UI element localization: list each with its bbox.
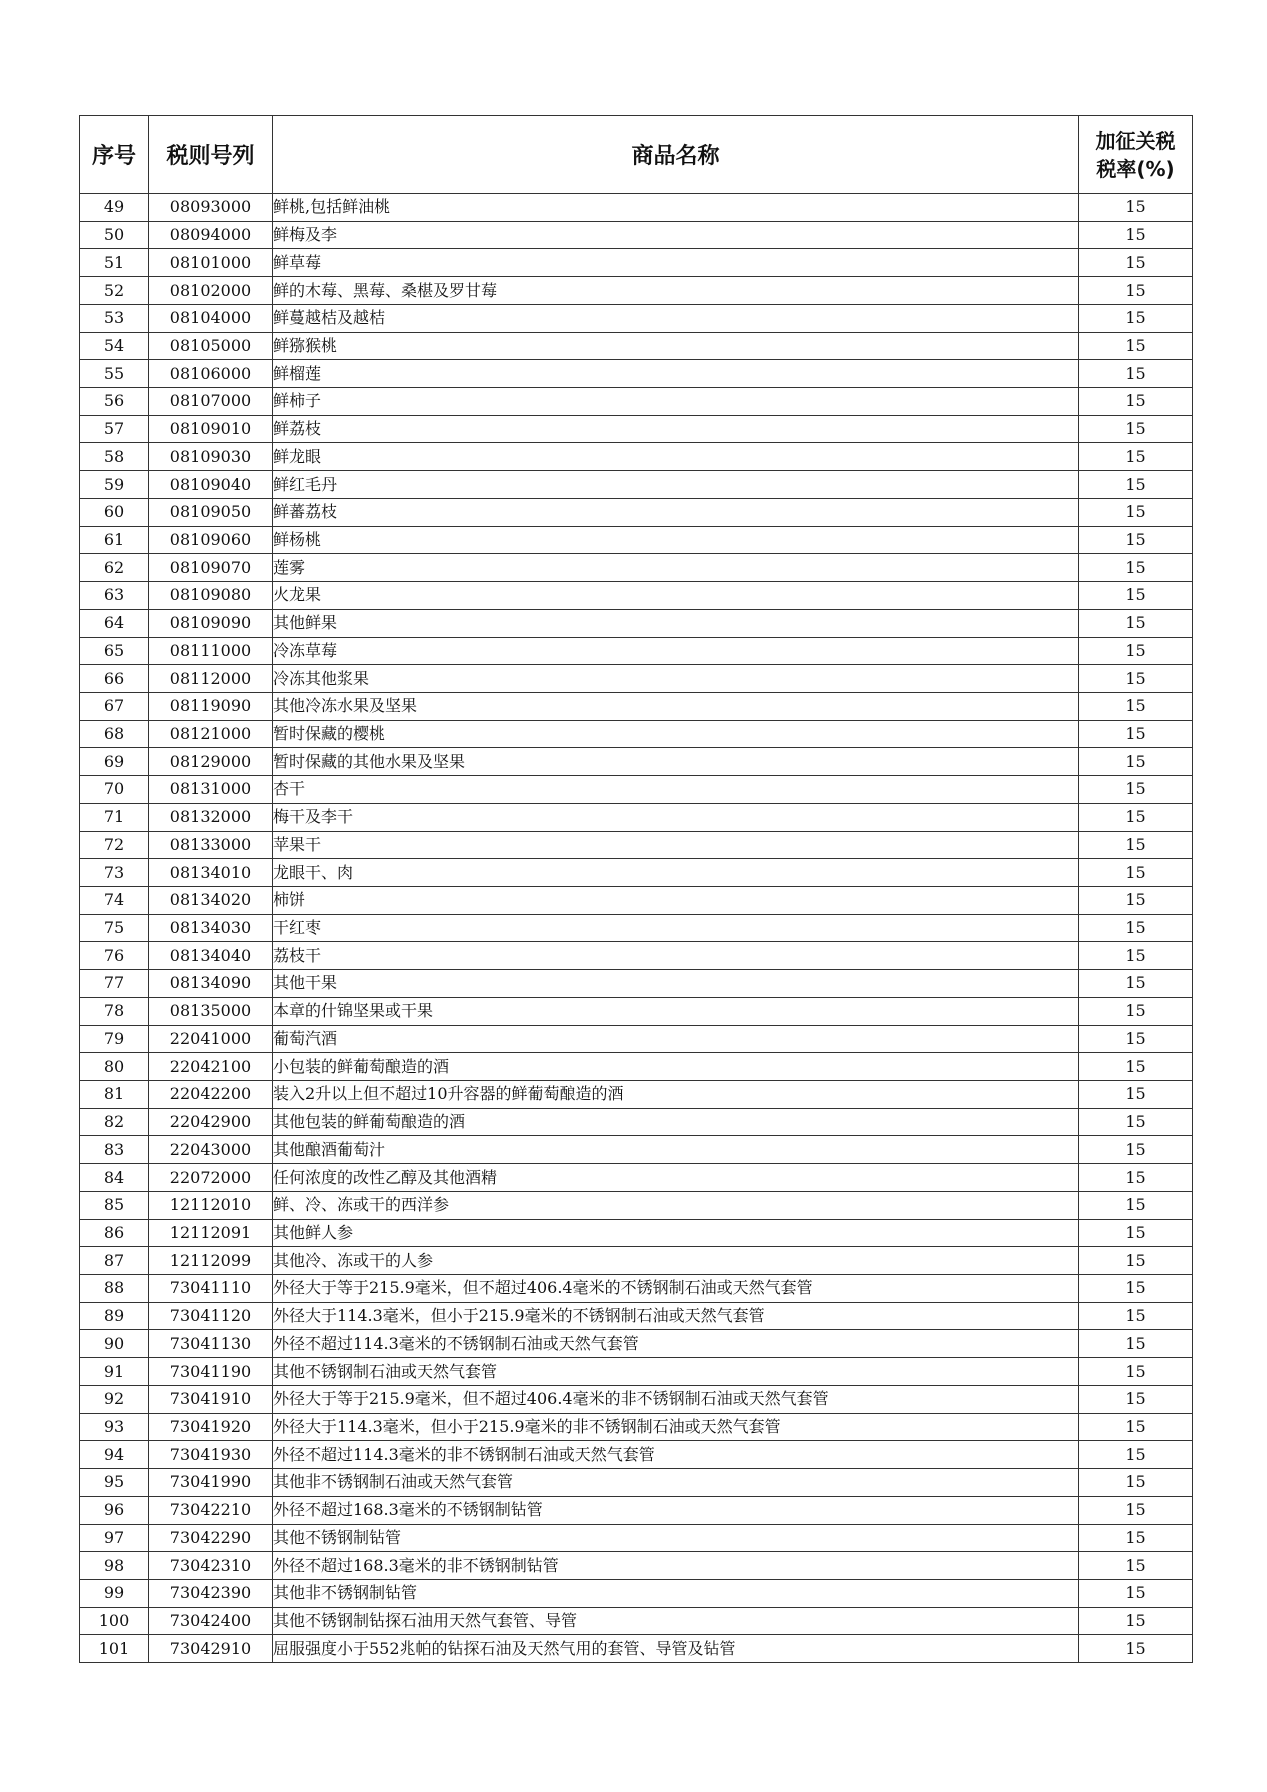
row-code: 73042210 bbox=[149, 1496, 273, 1524]
row-code: 08102000 bbox=[149, 277, 273, 305]
table-row bbox=[80, 498, 1193, 526]
row-seq: 84 bbox=[80, 1164, 149, 1192]
row-code: 12112010 bbox=[149, 1191, 273, 1219]
row-code: 12112099 bbox=[149, 1247, 273, 1275]
row-rate: 15 bbox=[1079, 388, 1193, 416]
row-rate: 15 bbox=[1079, 360, 1193, 388]
row-seq: 89 bbox=[80, 1302, 149, 1330]
row-rate: 15 bbox=[1079, 332, 1193, 360]
row-rate: 15 bbox=[1079, 970, 1193, 998]
row-name: 其他干果 bbox=[273, 970, 1079, 998]
row-name: 干红枣 bbox=[273, 914, 1079, 942]
row-seq: 92 bbox=[80, 1385, 149, 1413]
row-name: 火龙果 bbox=[273, 582, 1079, 610]
row-code: 22041000 bbox=[149, 1025, 273, 1053]
row-seq: 80 bbox=[80, 1053, 149, 1081]
row-seq: 87 bbox=[80, 1247, 149, 1275]
row-seq: 97 bbox=[80, 1524, 149, 1552]
row-seq: 62 bbox=[80, 554, 149, 582]
row-name: 鲜、冷、冻或干的西洋参 bbox=[273, 1191, 1079, 1219]
table-row bbox=[80, 304, 1193, 332]
header-row bbox=[80, 116, 1193, 194]
row-seq: 86 bbox=[80, 1219, 149, 1247]
row-seq: 49 bbox=[80, 194, 149, 222]
table-row bbox=[80, 1607, 1193, 1635]
row-code: 73041990 bbox=[149, 1469, 273, 1497]
row-rate: 15 bbox=[1079, 526, 1193, 554]
row-rate: 15 bbox=[1079, 471, 1193, 499]
row-code: 08134010 bbox=[149, 859, 273, 887]
row-name: 其他酿酒葡萄汁 bbox=[273, 1136, 1079, 1164]
table-row bbox=[80, 692, 1193, 720]
row-code: 08093000 bbox=[149, 194, 273, 222]
table-row bbox=[80, 859, 1193, 887]
row-seq: 96 bbox=[80, 1496, 149, 1524]
header-rate bbox=[1079, 116, 1193, 194]
row-code: 73041920 bbox=[149, 1413, 273, 1441]
row-name: 冷冻草莓 bbox=[273, 637, 1079, 665]
row-name: 鲜龙眼 bbox=[273, 443, 1079, 471]
row-code: 73042400 bbox=[149, 1607, 273, 1635]
row-seq: 81 bbox=[80, 1081, 149, 1109]
row-code: 08109060 bbox=[149, 526, 273, 554]
row-rate: 15 bbox=[1079, 554, 1193, 582]
table-row bbox=[80, 831, 1193, 859]
row-code: 08109030 bbox=[149, 443, 273, 471]
row-code: 08119090 bbox=[149, 692, 273, 720]
row-code: 08101000 bbox=[149, 249, 273, 277]
row-code: 08133000 bbox=[149, 831, 273, 859]
row-seq: 91 bbox=[80, 1358, 149, 1386]
row-seq: 57 bbox=[80, 415, 149, 443]
row-rate: 15 bbox=[1079, 637, 1193, 665]
row-rate: 15 bbox=[1079, 1496, 1193, 1524]
row-rate: 15 bbox=[1079, 1081, 1193, 1109]
row-seq: 64 bbox=[80, 609, 149, 637]
row-name: 本章的什锦坚果或干果 bbox=[273, 997, 1079, 1025]
row-name: 其他非不锈钢制钻管 bbox=[273, 1579, 1079, 1607]
row-seq: 98 bbox=[80, 1552, 149, 1580]
row-rate: 15 bbox=[1079, 1607, 1193, 1635]
row-seq: 100 bbox=[80, 1607, 149, 1635]
row-seq: 76 bbox=[80, 942, 149, 970]
table-row bbox=[80, 1108, 1193, 1136]
row-rate: 15 bbox=[1079, 665, 1193, 693]
row-name: 鲜杨桃 bbox=[273, 526, 1079, 554]
row-name: 龙眼干、肉 bbox=[273, 859, 1079, 887]
row-code: 08106000 bbox=[149, 360, 273, 388]
row-name: 外径不超过114.3毫米的不锈钢制石油或天然气套管 bbox=[273, 1330, 1079, 1358]
row-name: 装入2升以上但不超过10升容器的鲜葡萄酿造的酒 bbox=[273, 1081, 1079, 1109]
row-name: 荔枝干 bbox=[273, 942, 1079, 970]
row-name: 其他不锈钢制钻管 bbox=[273, 1524, 1079, 1552]
row-rate: 15 bbox=[1079, 1136, 1193, 1164]
table-row bbox=[80, 1441, 1193, 1469]
row-code: 22042900 bbox=[149, 1108, 273, 1136]
row-seq: 82 bbox=[80, 1108, 149, 1136]
row-rate: 15 bbox=[1079, 249, 1193, 277]
row-rate: 15 bbox=[1079, 1552, 1193, 1580]
row-seq: 70 bbox=[80, 776, 149, 804]
row-code: 08134040 bbox=[149, 942, 273, 970]
table-row bbox=[80, 1219, 1193, 1247]
header-name: 商品名称 bbox=[273, 116, 1079, 194]
row-seq: 55 bbox=[80, 360, 149, 388]
row-code: 22072000 bbox=[149, 1164, 273, 1192]
row-rate: 15 bbox=[1079, 609, 1193, 637]
table-row bbox=[80, 471, 1193, 499]
table-row bbox=[80, 609, 1193, 637]
row-code: 08111000 bbox=[149, 637, 273, 665]
row-name: 梅干及李干 bbox=[273, 803, 1079, 831]
row-rate: 15 bbox=[1079, 1191, 1193, 1219]
row-rate: 15 bbox=[1079, 1413, 1193, 1441]
table-row bbox=[80, 221, 1193, 249]
row-seq: 75 bbox=[80, 914, 149, 942]
row-code: 73041910 bbox=[149, 1385, 273, 1413]
row-seq: 85 bbox=[80, 1191, 149, 1219]
row-name: 其他鲜果 bbox=[273, 609, 1079, 637]
table-row bbox=[80, 388, 1193, 416]
row-code: 22042200 bbox=[149, 1081, 273, 1109]
row-name: 任何浓度的改性乙醇及其他酒精 bbox=[273, 1164, 1079, 1192]
row-code: 22042100 bbox=[149, 1053, 273, 1081]
table-row bbox=[80, 665, 1193, 693]
row-code: 08109050 bbox=[149, 498, 273, 526]
row-seq: 90 bbox=[80, 1330, 149, 1358]
row-seq: 53 bbox=[80, 304, 149, 332]
table-row bbox=[80, 1635, 1193, 1663]
row-rate: 15 bbox=[1079, 1219, 1193, 1247]
row-rate: 15 bbox=[1079, 1053, 1193, 1081]
row-code: 73041110 bbox=[149, 1275, 273, 1303]
table-row bbox=[80, 332, 1193, 360]
row-name: 其他鲜人参 bbox=[273, 1219, 1079, 1247]
row-code: 73042290 bbox=[149, 1524, 273, 1552]
row-rate: 15 bbox=[1079, 582, 1193, 610]
row-rate: 15 bbox=[1079, 221, 1193, 249]
row-name: 暂时保藏的樱桃 bbox=[273, 720, 1079, 748]
row-code: 08109070 bbox=[149, 554, 273, 582]
row-name: 其他冷冻水果及坚果 bbox=[273, 692, 1079, 720]
row-name: 鲜蕃荔枝 bbox=[273, 498, 1079, 526]
row-rate: 15 bbox=[1079, 886, 1193, 914]
row-rate: 15 bbox=[1079, 692, 1193, 720]
row-code: 08109080 bbox=[149, 582, 273, 610]
row-rate: 15 bbox=[1079, 720, 1193, 748]
table-row bbox=[80, 1191, 1193, 1219]
row-rate: 15 bbox=[1079, 1247, 1193, 1275]
row-rate: 15 bbox=[1079, 1302, 1193, 1330]
row-rate: 15 bbox=[1079, 1385, 1193, 1413]
row-rate: 15 bbox=[1079, 1441, 1193, 1469]
row-name: 鲜猕猴桃 bbox=[273, 332, 1079, 360]
row-seq: 67 bbox=[80, 692, 149, 720]
row-name: 小包装的鲜葡萄酿造的酒 bbox=[273, 1053, 1079, 1081]
row-seq: 68 bbox=[80, 720, 149, 748]
row-seq: 93 bbox=[80, 1413, 149, 1441]
row-name: 其他冷、冻或干的人参 bbox=[273, 1247, 1079, 1275]
row-code: 73042910 bbox=[149, 1635, 273, 1663]
row-name: 外径不超过168.3毫米的不锈钢制钻管 bbox=[273, 1496, 1079, 1524]
row-seq: 94 bbox=[80, 1441, 149, 1469]
table-row bbox=[80, 1136, 1193, 1164]
row-code: 08107000 bbox=[149, 388, 273, 416]
row-seq: 60 bbox=[80, 498, 149, 526]
table-row bbox=[80, 582, 1193, 610]
row-code: 08135000 bbox=[149, 997, 273, 1025]
row-seq: 65 bbox=[80, 637, 149, 665]
row-rate: 15 bbox=[1079, 415, 1193, 443]
row-name: 外径大于等于215.9毫米，但不超过406.4毫米的非不锈钢制石油或天然气套管 bbox=[273, 1385, 1079, 1413]
table-row bbox=[80, 748, 1193, 776]
table-row bbox=[80, 1330, 1193, 1358]
table-row bbox=[80, 970, 1193, 998]
row-name: 外径大于等于215.9毫米，但不超过406.4毫米的不锈钢制石油或天然气套管 bbox=[273, 1275, 1079, 1303]
table-row bbox=[80, 886, 1193, 914]
row-rate: 15 bbox=[1079, 859, 1193, 887]
row-seq: 79 bbox=[80, 1025, 149, 1053]
row-name: 柿饼 bbox=[273, 886, 1079, 914]
row-code: 08134030 bbox=[149, 914, 273, 942]
row-name: 苹果干 bbox=[273, 831, 1079, 859]
row-seq: 74 bbox=[80, 886, 149, 914]
row-code: 73041130 bbox=[149, 1330, 273, 1358]
table-row bbox=[80, 1469, 1193, 1497]
row-name: 莲雾 bbox=[273, 554, 1079, 582]
row-name: 外径大于114.3毫米，但小于215.9毫米的不锈钢制石油或天然气套管 bbox=[273, 1302, 1079, 1330]
table-row bbox=[80, 1385, 1193, 1413]
table-row bbox=[80, 1358, 1193, 1386]
row-name: 鲜红毛丹 bbox=[273, 471, 1079, 499]
row-name: 鲜柿子 bbox=[273, 388, 1079, 416]
row-code: 73042390 bbox=[149, 1579, 273, 1607]
table-body bbox=[80, 194, 1193, 1663]
table-row bbox=[80, 1275, 1193, 1303]
row-code: 08131000 bbox=[149, 776, 273, 804]
row-seq: 83 bbox=[80, 1136, 149, 1164]
row-name: 其他不锈钢制钻探石油用天然气套管、导管 bbox=[273, 1607, 1079, 1635]
header-rate-line2: 税率(%) bbox=[1096, 156, 1175, 181]
row-seq: 50 bbox=[80, 221, 149, 249]
row-name: 暂时保藏的其他水果及坚果 bbox=[273, 748, 1079, 776]
table-row bbox=[80, 277, 1193, 305]
row-code: 08109090 bbox=[149, 609, 273, 637]
row-rate: 15 bbox=[1079, 194, 1193, 222]
row-rate: 15 bbox=[1079, 831, 1193, 859]
row-seq: 63 bbox=[80, 582, 149, 610]
table-row bbox=[80, 1025, 1193, 1053]
row-name: 冷冻其他浆果 bbox=[273, 665, 1079, 693]
table-row bbox=[80, 1081, 1193, 1109]
row-seq: 71 bbox=[80, 803, 149, 831]
table-row bbox=[80, 914, 1193, 942]
row-rate: 15 bbox=[1079, 1330, 1193, 1358]
table-row bbox=[80, 443, 1193, 471]
row-seq: 59 bbox=[80, 471, 149, 499]
row-code: 08105000 bbox=[149, 332, 273, 360]
row-rate: 15 bbox=[1079, 914, 1193, 942]
row-rate: 15 bbox=[1079, 498, 1193, 526]
row-name: 其他包装的鲜葡萄酿造的酒 bbox=[273, 1108, 1079, 1136]
row-name: 鲜荔枝 bbox=[273, 415, 1079, 443]
row-name: 外径大于114.3毫米，但小于215.9毫米的非不锈钢制石油或天然气套管 bbox=[273, 1413, 1079, 1441]
row-seq: 69 bbox=[80, 748, 149, 776]
row-code: 08134020 bbox=[149, 886, 273, 914]
row-name: 葡萄汽酒 bbox=[273, 1025, 1079, 1053]
row-seq: 66 bbox=[80, 665, 149, 693]
row-name: 杏干 bbox=[273, 776, 1079, 804]
table-row bbox=[80, 249, 1193, 277]
row-seq: 88 bbox=[80, 1275, 149, 1303]
row-rate: 15 bbox=[1079, 997, 1193, 1025]
row-code: 73041190 bbox=[149, 1358, 273, 1386]
row-rate: 15 bbox=[1079, 942, 1193, 970]
row-code: 08132000 bbox=[149, 803, 273, 831]
row-code: 73041120 bbox=[149, 1302, 273, 1330]
row-code: 08104000 bbox=[149, 304, 273, 332]
table-row bbox=[80, 1579, 1193, 1607]
table-row bbox=[80, 1552, 1193, 1580]
row-seq: 73 bbox=[80, 859, 149, 887]
row-name: 鲜梅及李 bbox=[273, 221, 1079, 249]
table-row bbox=[80, 1302, 1193, 1330]
table-row bbox=[80, 554, 1193, 582]
row-rate: 15 bbox=[1079, 1358, 1193, 1386]
table-row bbox=[80, 1053, 1193, 1081]
tariff-table bbox=[79, 115, 1193, 1663]
table-row bbox=[80, 997, 1193, 1025]
table-row bbox=[80, 637, 1193, 665]
row-name: 外径不超过114.3毫米的非不锈钢制石油或天然气套管 bbox=[273, 1441, 1079, 1469]
row-code: 22043000 bbox=[149, 1136, 273, 1164]
row-name: 鲜桃,包括鲜油桃 bbox=[273, 194, 1079, 222]
table-row bbox=[80, 942, 1193, 970]
row-code: 08121000 bbox=[149, 720, 273, 748]
row-code: 73041930 bbox=[149, 1441, 273, 1469]
row-name: 鲜草莓 bbox=[273, 249, 1079, 277]
header-rate-line1: 加征关税 bbox=[1095, 128, 1176, 153]
row-rate: 15 bbox=[1079, 1579, 1193, 1607]
table-row bbox=[80, 1413, 1193, 1441]
row-code: 08129000 bbox=[149, 748, 273, 776]
table-row bbox=[80, 776, 1193, 804]
row-name: 屈服强度小于552兆帕的钻探石油及天然气用的套管、导管及钻管 bbox=[273, 1635, 1079, 1663]
row-seq: 101 bbox=[80, 1635, 149, 1663]
table-row bbox=[80, 360, 1193, 388]
table-row bbox=[80, 803, 1193, 831]
row-seq: 58 bbox=[80, 443, 149, 471]
row-name: 鲜蔓越桔及越桔 bbox=[273, 304, 1079, 332]
row-rate: 15 bbox=[1079, 304, 1193, 332]
row-seq: 72 bbox=[80, 831, 149, 859]
row-name: 外径不超过168.3毫米的非不锈钢制钻管 bbox=[273, 1552, 1079, 1580]
row-rate: 15 bbox=[1079, 1164, 1193, 1192]
row-rate: 15 bbox=[1079, 776, 1193, 804]
row-name: 鲜的木莓、黑莓、桑椹及罗甘莓 bbox=[273, 277, 1079, 305]
row-rate: 15 bbox=[1079, 1025, 1193, 1053]
row-rate: 15 bbox=[1079, 748, 1193, 776]
table-row bbox=[80, 1524, 1193, 1552]
row-seq: 77 bbox=[80, 970, 149, 998]
row-code: 12112091 bbox=[149, 1219, 273, 1247]
row-code: 08109040 bbox=[149, 471, 273, 499]
header-seq: 序号 bbox=[80, 116, 149, 194]
row-seq: 95 bbox=[80, 1469, 149, 1497]
row-code: 08094000 bbox=[149, 221, 273, 249]
table-row bbox=[80, 1164, 1193, 1192]
row-seq: 61 bbox=[80, 526, 149, 554]
row-code: 73042310 bbox=[149, 1552, 273, 1580]
row-name: 其他非不锈钢制石油或天然气套管 bbox=[273, 1469, 1079, 1497]
table-row bbox=[80, 526, 1193, 554]
row-seq: 78 bbox=[80, 997, 149, 1025]
row-rate: 15 bbox=[1079, 443, 1193, 471]
table-row bbox=[80, 194, 1193, 222]
row-seq: 51 bbox=[80, 249, 149, 277]
table-row bbox=[80, 415, 1193, 443]
table-row bbox=[80, 1496, 1193, 1524]
table-row bbox=[80, 720, 1193, 748]
header-code: 税则号列 bbox=[149, 116, 273, 194]
row-rate: 15 bbox=[1079, 1469, 1193, 1497]
row-seq: 99 bbox=[80, 1579, 149, 1607]
row-rate: 15 bbox=[1079, 277, 1193, 305]
row-rate: 15 bbox=[1079, 1524, 1193, 1552]
row-seq: 54 bbox=[80, 332, 149, 360]
table-row bbox=[80, 1247, 1193, 1275]
row-seq: 52 bbox=[80, 277, 149, 305]
row-rate: 15 bbox=[1079, 803, 1193, 831]
row-name: 其他不锈钢制石油或天然气套管 bbox=[273, 1358, 1079, 1386]
row-code: 08112000 bbox=[149, 665, 273, 693]
row-name: 鲜榴莲 bbox=[273, 360, 1079, 388]
row-code: 08109010 bbox=[149, 415, 273, 443]
row-code: 08134090 bbox=[149, 970, 273, 998]
row-seq: 56 bbox=[80, 388, 149, 416]
row-rate: 15 bbox=[1079, 1275, 1193, 1303]
row-rate: 15 bbox=[1079, 1108, 1193, 1136]
row-rate: 15 bbox=[1079, 1635, 1193, 1663]
